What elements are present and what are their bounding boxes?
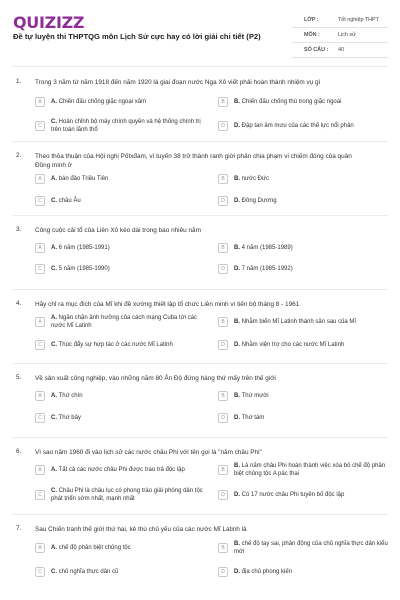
option-badge: C <box>35 264 45 274</box>
option-letter: C. <box>51 569 57 575</box>
question-number: 1. <box>16 78 22 85</box>
option-d[interactable] <box>218 261 388 277</box>
option-text: nước Đức <box>241 176 269 182</box>
option-badge: C <box>35 567 45 577</box>
option-text: chế độ phân biệt chủng tộc <box>58 545 131 551</box>
option-b[interactable] <box>218 240 388 256</box>
option-a[interactable] <box>35 388 205 404</box>
header-divider <box>13 66 388 67</box>
option-text: chế độ tay sai, phản động của chủ nghĩa thực dân kiểu mới <box>234 541 388 555</box>
option-letter: D. <box>234 569 240 575</box>
option-letter: D. <box>234 198 240 204</box>
option-d[interactable] <box>218 487 388 503</box>
option-letter: A. <box>51 245 57 251</box>
option-text: Là năm châu Phi hoàn thành việc xóa bỏ chế độ phân biệt chủng tộc A pác thai <box>234 463 386 477</box>
option-text: Thứ mười <box>241 393 269 399</box>
question-text: Hãy chỉ ra mục đích của Mĩ khi đề xướng thiết lập tổ chức Liên minh vì tiến bộ tháng 8 - 1961 <box>35 301 300 308</box>
question-number: 2. <box>16 152 22 159</box>
option-badge: B <box>218 243 228 253</box>
option-c[interactable] <box>35 410 205 426</box>
option-letter: A. <box>51 467 57 473</box>
option-d[interactable] <box>218 193 388 209</box>
option-letter: D. <box>234 342 240 348</box>
option-badge: B <box>218 465 228 475</box>
question-item <box>0 216 400 290</box>
question-item <box>0 142 400 216</box>
option-text: bán đảo Triều Tiên <box>58 176 109 182</box>
option-text: Châu Phi là châu lục có phong trào giải phóng dân tộc phát triển sớm nhất, mạnh nhất <box>51 488 203 502</box>
question-text: Công cuộc cải tổ của Liên Xô kéo dài trong bao nhiêu năm <box>35 227 201 234</box>
option-b[interactable] <box>218 171 388 187</box>
option-text: 4 năm (1985-1989) <box>241 245 293 251</box>
option-letter: D. <box>234 492 240 498</box>
option-text: Nhằm viện trợ cho các nước Mĩ Latinh <box>241 342 345 348</box>
info-row-class <box>292 13 388 28</box>
option-b[interactable] <box>218 462 388 478</box>
option-letter: C. <box>51 198 57 204</box>
option-text: 6 năm (1985-1991) <box>58 245 110 251</box>
option-text: Có 17 nước châu Phi tuyên bố độc lập <box>241 492 345 498</box>
info-value: 40 <box>338 47 344 53</box>
question-item <box>0 515 400 589</box>
question-item <box>0 438 400 515</box>
option-text: Thúc đẩy sự hợp tác ở các nước Mĩ Latinh <box>58 342 173 348</box>
option-text: Ngăn chặn ảnh hưởng của cách mạng Cuba tới các nước Mĩ Latinh <box>51 315 197 329</box>
option-badge: B <box>218 543 228 553</box>
worksheet-title: Đề tự luyện thi THPTQG môn Lịch Sử cực hay có lời giải chi tiết (P2) <box>13 32 261 41</box>
option-badge: A <box>35 391 45 401</box>
option-badge: A <box>35 97 45 107</box>
option-text: Chiến đấu chống thù trong giặc ngoài <box>241 99 342 105</box>
option-text: Chiến đấu chống giặc ngoại xâm <box>58 99 147 105</box>
info-row-count <box>292 43 388 58</box>
option-letter: B. <box>234 393 240 399</box>
info-value: Tốt nghiệp THPT <box>338 17 379 23</box>
worksheet-info <box>292 13 388 58</box>
option-text: Đông Dương <box>241 198 277 204</box>
option-a[interactable] <box>35 94 205 110</box>
question-item <box>0 290 400 364</box>
option-text: Đập tan âm mưu của các thế lực nổi phản <box>241 123 354 129</box>
option-d[interactable] <box>218 410 388 426</box>
option-letter: C. <box>51 488 57 494</box>
question-text: Trong 3 năm từ năm 1918 đến năm 1920 là giai đoạn nước Nga Xô viết phải hoàn thành nhiệm vụ gì <box>35 79 321 86</box>
option-c[interactable] <box>35 118 205 134</box>
option-c[interactable] <box>35 487 205 503</box>
question-text: Vì sao năm 1960 đi vào lịch sử các nước châu Phi với tên gọi là "năm châu Phi" <box>35 449 262 456</box>
option-badge: D <box>218 264 228 274</box>
quizizz-logo: QUIZIZZ <box>13 13 85 32</box>
option-c[interactable] <box>35 564 205 580</box>
option-letter: B. <box>234 245 240 251</box>
info-row-subject <box>292 28 388 43</box>
option-text: 5 năm (1985-1990) <box>58 266 110 272</box>
info-label: SỐ CÂU : <box>304 47 329 53</box>
option-a[interactable] <box>35 462 205 478</box>
option-badge: D <box>218 196 228 206</box>
option-badge: A <box>35 317 45 327</box>
option-d[interactable] <box>218 564 388 580</box>
option-text: Thứ tám <box>241 415 265 421</box>
question-item <box>0 68 400 142</box>
info-value: Lịch sử <box>338 32 356 38</box>
option-badge: C <box>35 121 45 131</box>
option-c[interactable] <box>35 337 205 353</box>
option-text: Nhằm biến Mĩ Latinh thành sân sau của Mĩ <box>241 319 357 325</box>
option-badge: B <box>218 174 228 184</box>
option-letter: C. <box>51 415 57 421</box>
option-badge: B <box>218 391 228 401</box>
option-badge: C <box>35 413 45 423</box>
option-letter: B. <box>234 541 240 547</box>
option-letter: B. <box>234 176 240 182</box>
option-letter: B. <box>234 463 240 469</box>
option-letter: D. <box>234 123 240 129</box>
option-letter: C. <box>51 266 57 272</box>
option-badge: A <box>35 543 45 553</box>
option-text: chủ nghĩa thực dân cũ <box>58 569 119 575</box>
question-list <box>0 68 400 589</box>
question-number: 3. <box>16 226 22 233</box>
option-text: Hoàn chỉnh bộ máy chính quyền và hệ thống chính trị trên toàn lãnh thổ <box>51 119 201 133</box>
option-text: châu Âu <box>58 198 81 204</box>
option-a[interactable] <box>35 240 205 256</box>
option-badge: C <box>35 490 45 500</box>
option-letter: C. <box>51 342 57 348</box>
option-text: Thứ bảy <box>58 415 81 421</box>
option-letter: D. <box>234 266 240 272</box>
option-letter: A. <box>51 393 57 399</box>
option-a[interactable] <box>35 540 205 556</box>
option-text: 7 năm (1985-1992) <box>241 266 293 272</box>
option-badge: C <box>35 340 45 350</box>
question-text: Theo thỏa thuận của Hội nghị Pốtxđam, vì tuyến 38 trở thành ranh giới phân chia phạm vi chiếm đóng của quân Đồng minh ở <box>35 153 352 169</box>
option-b[interactable] <box>218 94 388 110</box>
option-b[interactable] <box>218 540 388 556</box>
option-a[interactable] <box>35 314 205 330</box>
option-a[interactable] <box>35 171 205 187</box>
option-b[interactable] <box>218 388 388 404</box>
option-letter: A. <box>51 176 57 182</box>
option-badge: D <box>218 567 228 577</box>
option-letter: C. <box>51 119 57 125</box>
option-badge: A <box>35 243 45 253</box>
option-badge: B <box>218 97 228 107</box>
option-letter: B. <box>234 99 240 105</box>
option-text: địa chủ phong kiến <box>241 569 293 575</box>
question-number: 4. <box>16 300 22 307</box>
option-d[interactable] <box>218 337 388 353</box>
option-text: Tất cả các nước châu Phi được trao trả độc lập <box>58 467 185 473</box>
question-text: Sau Chiến tranh thế giới thứ hai, kẻ thù chủ yếu của các nước Mĩ Latinh là <box>35 526 247 533</box>
option-badge: C <box>35 196 45 206</box>
question-text: Về sản xuất công nghiệp, vào những năm 80 Ấn Độ đứng hàng thứ mấy trên thế giới <box>35 375 276 382</box>
info-label: LỚP : <box>304 17 319 23</box>
option-badge: D <box>218 340 228 350</box>
option-c[interactable] <box>35 261 205 277</box>
option-c[interactable] <box>35 193 205 209</box>
option-text: Thứ chín <box>58 393 83 399</box>
question-number: 7. <box>16 525 22 532</box>
option-badge: D <box>218 413 228 423</box>
worksheet-header <box>0 0 400 62</box>
option-letter: A. <box>51 99 57 105</box>
option-letter: B. <box>234 319 240 325</box>
option-letter: A. <box>51 315 57 321</box>
question-number: 5. <box>16 374 22 381</box>
question-item <box>0 364 400 438</box>
option-b[interactable] <box>218 314 388 330</box>
option-badge: A <box>35 174 45 184</box>
option-badge: D <box>218 121 228 131</box>
option-badge: D <box>218 490 228 500</box>
question-number: 6. <box>16 448 22 455</box>
option-badge: A <box>35 465 45 475</box>
option-badge: B <box>218 317 228 327</box>
option-letter: A. <box>51 545 57 551</box>
option-d[interactable] <box>218 118 388 134</box>
info-label: MÔN : <box>304 32 320 38</box>
option-letter: D. <box>234 415 240 421</box>
